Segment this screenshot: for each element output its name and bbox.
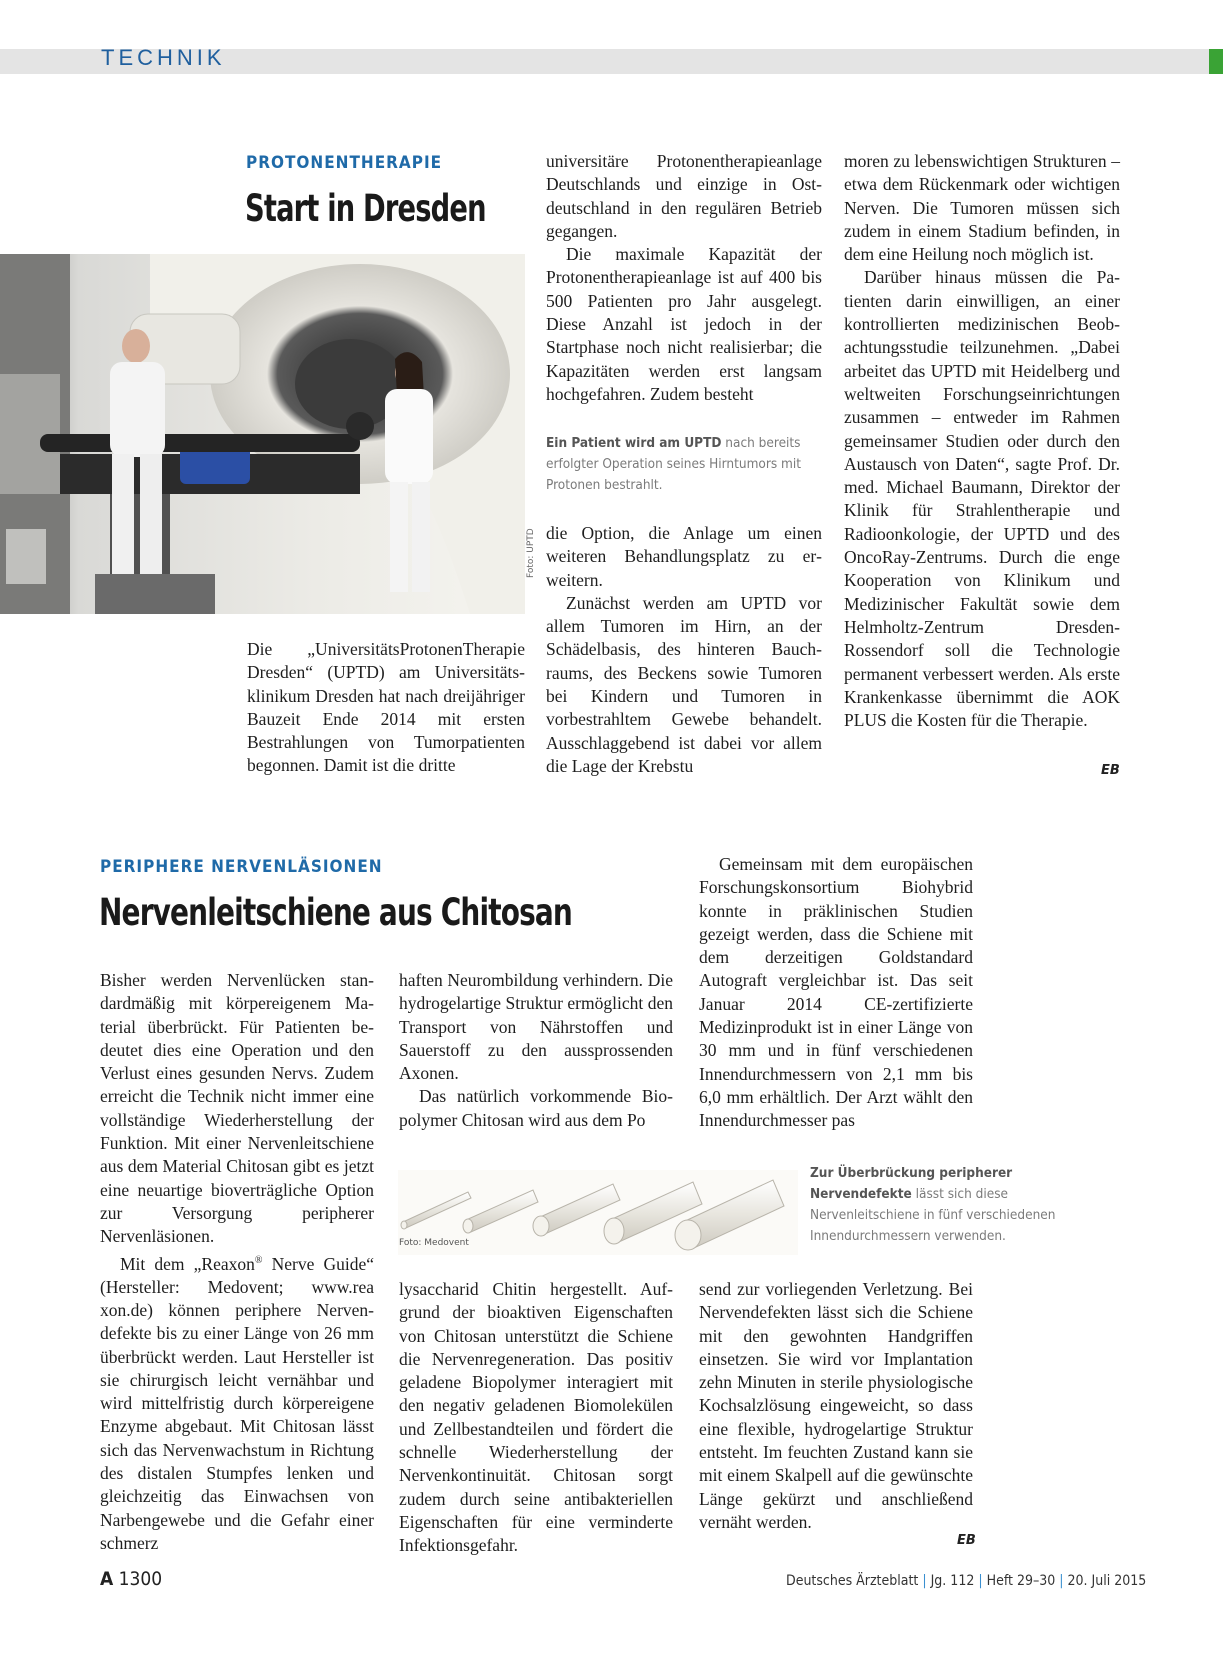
journal-volume: Jg. 112 [930,1573,975,1589]
article1-photo-credit: Foto: UPTD [526,528,536,578]
paragraph: Das natürlich vorkommende Biopolymer Chitosan wird aus dem Po [399,1086,673,1130]
article2-column-2b [399,1278,673,1558]
separator: | [922,1573,927,1589]
paragraph: die Option, die Anlage um einen weiteren Behandlungsplatz zu erweitern. [546,523,822,590]
journal-issue: Heft 29–30 [986,1573,1056,1589]
separator: | [978,1573,983,1589]
journal-name: Deutsches Ärzteblatt [786,1573,919,1589]
paragraph: haften Neurombildung verhindern. Die hydrogelartige Struktur ermöglicht den Transport von Nährstoffen und Sauerstoff zu den aussprossenden Axonen. [399,970,673,1084]
paragraph: universitäre Protonentherapieanlage Deutschlands und einzige in Ostdeutschland in den regulären Betrieb gegangen. [546,151,822,241]
article2-column-1 [100,969,374,1555]
paragraph: Die „UniversitätsProtonenTherapie Dresden“ (UPTD) am Universitätsklinikum Dresden hat nach dreijähriger Bauzeit Ende 2014 mit ersten Bestrahlungen von Tumorpatienten begonnen. Damit ist die dritte [247,639,525,776]
paragraph [100,1249,374,1556]
paragraph: Die maximale Kapazität der Protonentherapieanlage ist auf 400 bis 500 Patienten pro Jahr ausgelegt. Diese Anzahl ist jedoch in der Startphase noch nicht realisierbar; die Kapazitäten werden erst langsam hochgefahren. Zudem besteht [546,244,822,404]
reaxon-text-cont: Nerve Guide“ (Hersteller: Medovent; www.rea xon.de) können periphere Nervendefekte bis zu einer Länge von 26 mm überbrückt werden. Laut Hersteller ist sie chirurgisch leicht vernähbar und wird mittelfristig durch körpereigene Enzyme abgebaut. Mit Chitosan lässt sich das Nervenwachstum in Richtung des distalen Stumpfes lenken und gleichzeitig das Einwachsen von Narbengewebe und die Gefahr einer schmerz [100,1253,374,1553]
separator: | [1059,1573,1064,1589]
caption-lead: Ein Patient wird am UPTD [546,435,722,451]
reaxon-text: Mit dem „Reaxon [120,1253,255,1274]
caption-lead: Zur Überbrückung peripherer Nervendefekte [810,1165,1013,1202]
article1-kicker: PROTONENTHERAPIE [246,153,443,173]
article2-signature: EB [957,1533,976,1548]
paragraph: lysaccharid Chitin hergestellt. Aufgrund der bioaktiven Eigenschaften von Chitosan unterstützt die Schiene die Nervenregeneration. Das positiv geladene Biopolymer interagiert mit den negativ geladenen Biomolekülen und Zellbestandteilen und fördert die schnelle Wiederherstellung der Nervenkontinuität. Chitosan sorgt zudem durch seine antibakteriellen Eigenschaften für eine verminderte Infektionsgefahr. [399,1279,673,1556]
caption-text: nach bereits erfolgter Operation seines Hirntumors mit Protonen bestrahlt. [546,435,801,493]
caption-text: lässt sich diese Nervenleitschiene in fünf verschiedenen Innendurchmessern verwenden. [810,1186,1056,1244]
article1-column-2b [546,522,822,778]
section-header-accent [1209,49,1223,74]
article1-photo [0,254,525,614]
page-number-value: 1300 [118,1568,163,1590]
article2-column-3a [699,853,973,1133]
paragraph: moren zu lebenswichtigen Strukturen – etwa dem Rückenmark oder wichtigen Nerven. Die Tumoren müssen sich zudem in einem Stadium befinden, in dem eine Heilung noch möglich ist. [844,151,1120,265]
article2-title: Nervenleitschiene aus Chitosan [99,891,573,934]
paragraph: Gemeinsam mit dem europäischen Forschungskonsortium Biohybrid konnte in präklinischen Studien gezeigt werden, dass die Schiene mit dem derzeitigen Goldstandard Autograft vergleichbar ist. Das seit Januar 2014 CE-zertifizierte Medizinprodukt ist in einer Länge von 30 mm und in fünf verschiedenen Innendurchmessern von 2,1 mm bis 6,0 mm erhältlich. Der Arzt wählt den Innendurchmesser pas [699,854,973,1131]
article1-caption [546,433,822,496]
journal-date: 20. Juli 2015 [1067,1573,1147,1589]
page-prefix: A [100,1568,114,1590]
article1-signature: EB [1101,763,1120,778]
article2-photo-credit: Foto: Medovent [399,1238,469,1248]
paragraph: Darüber hinaus müssen die Patienten darin einwilligen, an einer kontrollierten medizinischen Beobachtungsstudie teilzunehmen. „Dabei arbeitet das UPTD mit Heidelberg und weltweiten Forschungseinrichtungen zusammen – entweder im Rahmen gemeinsamer Studien oder durch den Austausch von Daten“, sagte Prof. Dr. med. Michael Baumann, Direktor der Klinik für Strahlentherapie und Radioonkologie, der UPTD und des OncoRay-Zentrums. Durch die enge Kooperation von Klinikum und Medizinischer Fakultät sowie dem Helmholtz-Zentrum Dresden-Rossendorf soll die Technologie permanent verbessert werden. Als erste Krankenkasse übernimmt die AOK PLUS die Kosten für die Therapie. [844,267,1120,731]
paragraph: Bisher werden Nervenlücken standardmäßig mit körpereigenem Material überbrückt. Für Patienten bedeutet dies eine Operation und den Verlust eines gesunden Nervs. Zudem erreicht die Technik nicht immer eine vollständige Wiederherstellung der Funktion. Mit einer Nervenleitschiene aus dem Material Chitosan gibt es jetzt eine neuartige bioverträgliche Option zur Versorgung peripherer Nervenläsionen. [100,970,374,1247]
registered-mark: ® [254,1254,263,1266]
paragraph: Zunächst werden am UPTD vor allem Tumoren im Hirn, an der Schädelbasis, des hinteren Bauchraums, des Beckens sowie Tumoren bei Kindern und Tumoren in vorbestrahltem Gewebe behandelt. Ausschlaggebend ist dabei vor allem die Lage der Krebstu [546,592,822,776]
article1-column-2a [546,150,822,406]
section-label: TECHNIK [101,45,226,70]
article2-caption [810,1163,1060,1247]
page-number [100,1568,162,1590]
journal-info [786,1573,1146,1589]
article1-title: Start in Dresden [245,187,486,230]
article2-kicker: PERIPHERE NERVENLÄSIONEN [100,857,383,877]
article2-column-3b [699,1278,973,1534]
paragraph: send zur vorliegenden Verletzung. Bei Nervendefekten lässt sich die Schiene mit den gewohnten Handgriffen einsetzen. Sie wird vor Implantation zehn Minuten in sterile physiologische Kochsalzlösung eingeweicht, so dass eine flexible, hydrogelartige Struktur entsteht. Im feuchten Zustand kann sie mit einem Skalpell auf die gewünschte Länge gekürzt und anschließend vernäht werden. [699,1279,973,1532]
article2-column-2a [399,969,673,1132]
article1-column-1 [247,638,525,778]
article1-column-3 [844,150,1120,732]
